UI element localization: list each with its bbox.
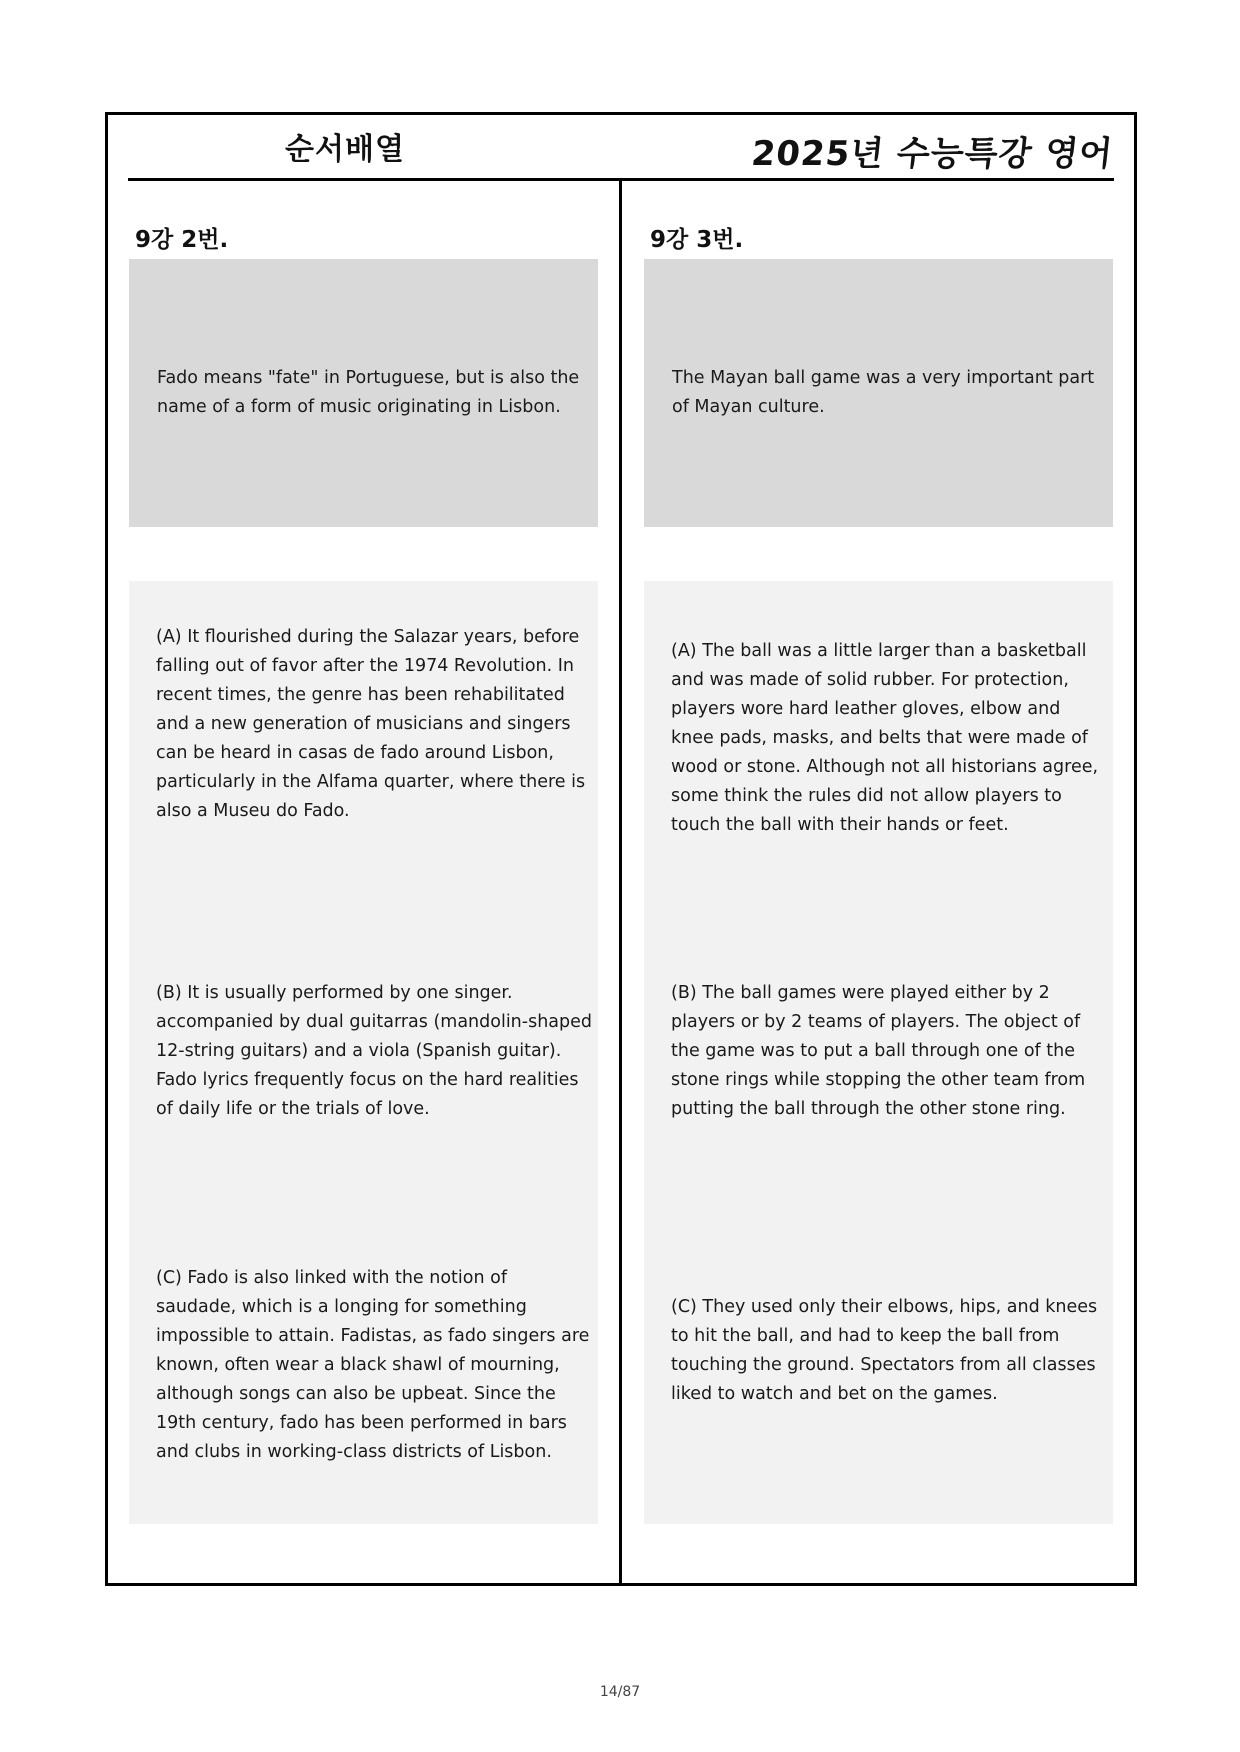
left-paragraph-c: (C) Fado is also linked with the notion of saudade, which is a longing for something impossible to attain. Fadistas, as fado singers are known, often wear a black shawl of mourning, although songs can also be upbeat. Since the 19th century, fado has been performed in bars and clubs in working-class districts of Lisbon. <box>156 1268 590 1462</box>
right-question-label: 9강 3번. <box>650 227 744 253</box>
right-passages-box <box>644 581 1113 1524</box>
left-intro-box <box>129 259 598 527</box>
textbook-title: 2025년 수능특강 영어 <box>749 134 1115 174</box>
left-paragraph-a: (A) It flourished during the Salazar years, before falling out of favor after the 1974 Revolution. In recent times, the genre has been rehabilitated and a new generation of musicians and singers can be heard in casas de fado around Lisbon, particularly in the Alfama quarter, where there is also a Museu do Fado. <box>156 627 586 821</box>
right-intro-text: The Mayan ball game was a very important part of Mayan culture. <box>672 368 1095 417</box>
worksheet-type-title: 순서배열 <box>285 132 405 167</box>
right-intro-box <box>644 259 1113 527</box>
right-paragraph-b: (B) The ball games were played either by 2 players or by 2 teams of players. The object of the game was to put a ball through one of the stone rings while stopping the other team from putting the ball through the other stone ring. <box>671 983 1086 1119</box>
column-divider <box>619 180 622 1586</box>
page-number: 14/87 <box>599 1684 641 1700</box>
right-paragraph-c: (C) They used only their elbows, hips, and knees to hit the ball, and had to keep the ball from touching the ground. Spectators from all classes liked to watch and bet on the games. <box>671 1297 1098 1404</box>
left-intro-text: Fado means "fate" in Portuguese, but is also the name of a form of music originating in Lisbon. <box>157 368 580 417</box>
left-paragraph-b: (B) It is usually performed by one singer. accompanied by dual guitarras (mandolin-shaped 12-string guitars) and a viola (Spanish guitar). Fado lyrics frequently focus on the hard realities of daily life or the trials of love. <box>156 983 593 1119</box>
left-passages-box <box>129 581 598 1524</box>
right-paragraph-a: (A) The ball was a little larger than a basketball and was made of solid rubber. For protection, players wore hard leather gloves, elbow and knee pads, masks, and belts that were made of wood or stone. Although not all historians agree, some think the rules did not allow players to touch the ball with their hands or feet. <box>671 641 1099 835</box>
left-question-label: 9강 2번. <box>135 227 229 253</box>
